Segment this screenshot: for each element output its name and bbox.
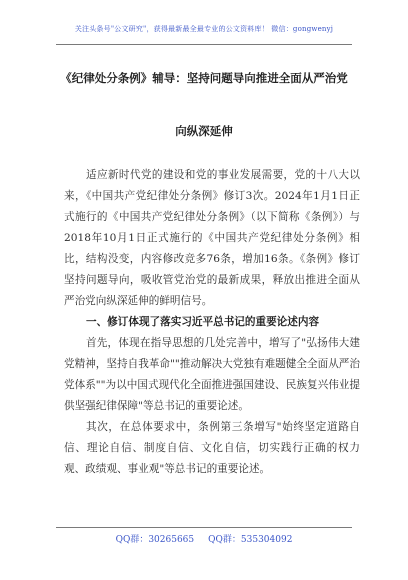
header-divider [56, 44, 352, 45]
footer [0, 532, 408, 545]
footer-qq-group-1: QQ群：30265665 [115, 535, 195, 545]
footer-qq-group-2: QQ群：535304092 [208, 535, 293, 545]
header-notice: 关注头条号"公文研究"，获得最新最全最专业的公文资料库！ 微信：gongwenyj [74, 25, 334, 33]
body-paragraph-2: 首先，体现在指导思想的几处完善中，增写了"弘扬伟大建党精神，坚持自我革命""推动解决大党独有难题健全全面从严治党体系""为以中国式现代化全面推进强国建设、民族复兴伟业提供坚强纪律保障"等总书记的重要论述。 [64, 337, 360, 412]
section-heading-1: 一、修订体现了落实习近平总书记的重要论述内容 [86, 316, 320, 328]
document-body [64, 165, 360, 480]
body-paragraph-1: 适应新时代党的建设和党的事业发展需要，党的十八大以来，《中国共产党纪律处分条例》修订3次。2024年1月1日正式施行的《中国共产党纪律处分条例》（以下简称《条例》）与2018年10月1日正式施行的《中国共产党纪律处分条例》相比，结构没变，内容修改竞多76条，增加16条。《条例》修订坚持问题导向，吸收管党治党的最新成果，释放出推进全面从严治党向纵深延伸的鲜明信号。 [64, 169, 360, 307]
body-paragraph-3: 其次，在总体要求中，条例第三条增写"始终坚定道路自信、理论自信、制度自信、文化自信，切实践行正确的权力观、政绩观、事业观"等总书记的重要论述。 [64, 421, 360, 475]
document-title-line-1: 《纪律处分条例》辅导：坚持问题导向推进全面从严治党 [60, 71, 348, 85]
document-title-line-2: 向纵深延伸 [175, 124, 233, 138]
footer-divider [56, 527, 352, 528]
